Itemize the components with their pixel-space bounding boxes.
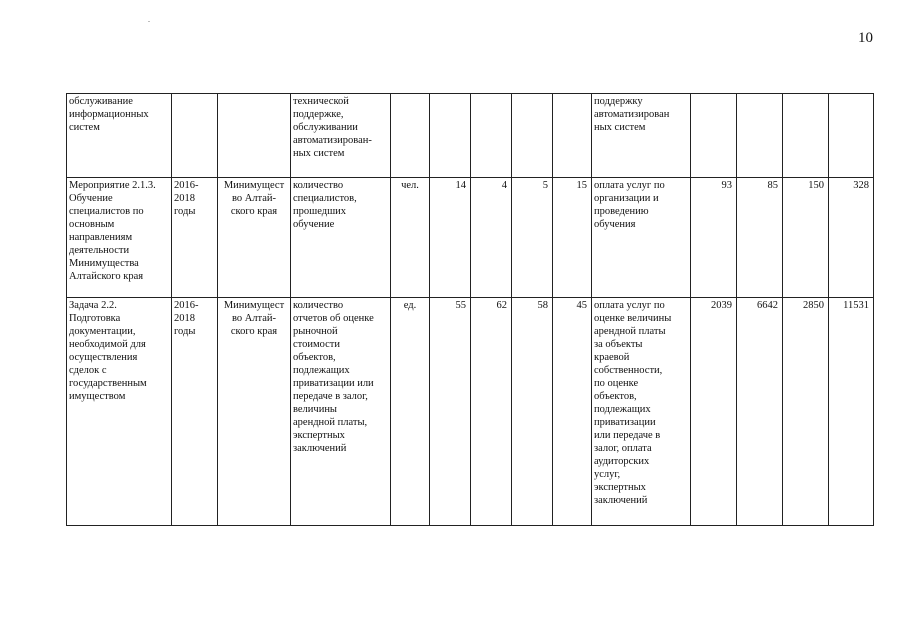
cell-executor (218, 94, 291, 178)
cell-expense: оплата услуг по оценке величины арендной платы за объекты краевой собственности, по оценке объектов, подлежащих приватизации или передаче в залог, оплата аудиторских услуг, экспертных заключений (592, 298, 691, 526)
cell-period: 2016- 2018 годы (172, 298, 218, 526)
cell-amount (829, 94, 874, 178)
cell-activity: обслуживание информационных систем (67, 94, 172, 178)
cell-unit: чел. (391, 178, 430, 298)
cell-unit (391, 94, 430, 178)
cell-amount: 11531 (829, 298, 874, 526)
cell-unit: ед. (391, 298, 430, 526)
cell-period: 2016- 2018 годы (172, 178, 218, 298)
table-row (67, 298, 874, 526)
cell-amount: 93 (691, 178, 737, 298)
cell-executor: Минимущест во Алтай- ского края (218, 178, 291, 298)
cell-activity: Задача 2.2. Подготовка документации, необходимой для осуществления сделок с государственным имуществом (67, 298, 172, 526)
cell-expense: оплата услуг по организации и проведению обучения (592, 178, 691, 298)
cell-value (512, 94, 553, 178)
cell-value: 14 (430, 178, 471, 298)
cell-amount (691, 94, 737, 178)
program-table (66, 93, 874, 526)
cell-value (430, 94, 471, 178)
cell-period (172, 94, 218, 178)
cell-value: 62 (471, 298, 512, 526)
cell-indicator: количество специалистов, прошедших обучение (291, 178, 391, 298)
cell-amount: 2850 (783, 298, 829, 526)
table-row (67, 178, 874, 298)
cell-value: 45 (553, 298, 592, 526)
cell-amount (737, 94, 783, 178)
table-row (67, 94, 874, 178)
cell-amount: 85 (737, 178, 783, 298)
cell-value: 4 (471, 178, 512, 298)
page-number: 10 (858, 30, 873, 46)
cell-value (553, 94, 592, 178)
cell-indicator: количество отчетов об оценке рыночной стоимости объектов, подлежащих приватизации или передаче в залог, величины арендной платы, экспертных заключений (291, 298, 391, 526)
cell-amount: 328 (829, 178, 874, 298)
cell-value: 15 (553, 178, 592, 298)
cell-value: 5 (512, 178, 553, 298)
scan-dot: . (148, 15, 150, 24)
cell-value: 55 (430, 298, 471, 526)
cell-value: 58 (512, 298, 553, 526)
cell-amount: 150 (783, 178, 829, 298)
cell-executor: Минимущест во Алтай- ского края (218, 298, 291, 526)
cell-amount: 6642 (737, 298, 783, 526)
cell-expense: поддержку автоматизирован ных систем (592, 94, 691, 178)
cell-amount: 2039 (691, 298, 737, 526)
cell-indicator: технической поддержке, обслуживании автоматизирован- ных систем (291, 94, 391, 178)
cell-activity: Мероприятие 2.1.3. Обучение специалистов по основным направлениям деятельности Минимущества Алтайского края (67, 178, 172, 298)
cell-amount (783, 94, 829, 178)
cell-value (471, 94, 512, 178)
